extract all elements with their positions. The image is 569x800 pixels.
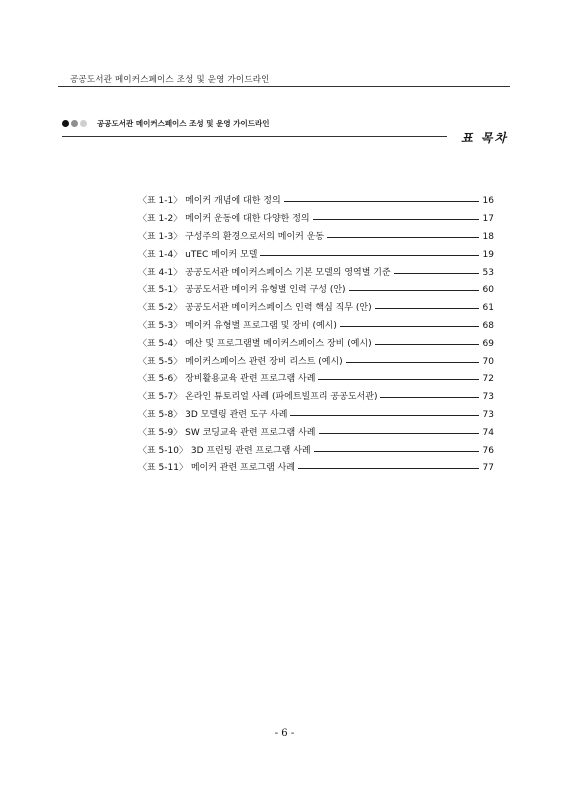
dot-icon-1 (62, 120, 69, 127)
toc-leader-line (313, 219, 479, 220)
toc-entry-page: 17 (482, 214, 494, 225)
title-divider (62, 136, 447, 137)
toc-entry-label: 〈표 5-11〉 메이커 관련 프로그램 사례 (138, 463, 296, 474)
toc-leader-line (319, 433, 480, 434)
toc-leader-line (394, 273, 479, 274)
toc-entry-page: 60 (482, 285, 494, 296)
toc-entry[interactable] (138, 264, 494, 282)
toc-entry-label: 〈표 5-3〉 메이커 유형별 프로그램 및 장비 (예시) (138, 320, 337, 331)
toc-entry[interactable] (138, 246, 494, 264)
toc-leader-line (260, 255, 479, 256)
toc-entry[interactable] (138, 229, 494, 247)
toc-leader-line (375, 308, 479, 309)
dot-icon-2 (71, 120, 78, 127)
toc-entry[interactable] (138, 300, 494, 318)
toc-entry-page: 68 (482, 320, 494, 331)
toc-leader-line (298, 468, 479, 469)
toc-entry-page: 77 (482, 463, 494, 474)
toc-entry-page: 74 (482, 427, 494, 438)
toc-leader-line (290, 415, 479, 416)
section-header-label: 공공도서관 메이커스페이스 조성 및 운영 가이드라인 (97, 119, 270, 128)
toc-entry-label: 〈표 5-6〉 장비활용교육 관련 프로그램 사례 (138, 374, 316, 385)
toc-leader-line (314, 451, 479, 452)
page-number: - 6 - (274, 728, 295, 739)
toc-entry-page: 70 (482, 356, 494, 367)
toc-entry-page: 18 (482, 231, 494, 242)
toc-leader-line (346, 362, 479, 363)
section-header (62, 118, 269, 129)
toc-entry-page: 73 (482, 409, 494, 420)
toc-entry[interactable] (138, 424, 494, 442)
toc-entry-label: 〈표 5-8〉 3D 모델링 관련 도구 사례 (138, 409, 288, 420)
toc-entry[interactable] (138, 371, 494, 389)
toc-entry-label: 〈표 1-2〉 메이커 운동에 대한 다양한 정의 (138, 214, 310, 225)
toc-entry-label: 〈표 5-10〉 3D 프린팅 관련 프로그램 사례 (138, 445, 311, 456)
toc-entry[interactable] (138, 442, 494, 460)
toc-entry[interactable] (138, 389, 494, 407)
toc-entry[interactable] (138, 353, 494, 371)
toc-entry-label: 〈표 5-2〉 공공도서관 메이커스페이스 인력 핵심 직무 (안) (138, 303, 372, 314)
toc-leader-line (318, 379, 479, 380)
toc-entry-label: 〈표 1-4〉 uTEC 메이커 모델 (138, 249, 258, 260)
toc-entry[interactable] (138, 318, 494, 336)
toc-leader-line (380, 397, 479, 398)
header-divider (58, 86, 510, 87)
toc-entry-page: 53 (482, 267, 494, 278)
toc-entry-page: 72 (482, 374, 494, 385)
toc-leader-line (340, 326, 479, 327)
toc-leader-line (327, 237, 479, 238)
toc-entry-label: 〈표 5-4〉 예산 및 프로그램별 메이커스페이스 장비 (예시) (138, 338, 372, 349)
dot-icon-3 (80, 120, 87, 127)
toc-entry-page: 69 (482, 338, 494, 349)
toc-entry-page: 16 (482, 196, 494, 207)
toc-entry-label: 〈표 5-1〉 공공도서관 메이커 유형별 인력 구성 (안) (138, 285, 346, 296)
toc-entry-label: 〈표 4-1〉 공공도서관 메이커스페이스 기본 모델의 영역별 기준 (138, 267, 391, 278)
toc-entry-page: 73 (482, 392, 494, 403)
toc-entry[interactable] (138, 193, 494, 211)
toc-entry[interactable] (138, 460, 494, 478)
toc-leader-line (284, 201, 479, 202)
page-title: 표 목차 (461, 131, 508, 145)
toc-entry-label: 〈표 5-5〉 메이커스페이스 관련 장비 리스트 (예시) (138, 356, 343, 367)
toc-entry-page: 61 (482, 303, 494, 314)
toc-entry-label: 〈표 1-3〉 구성주의 환경으로서의 메이커 운동 (138, 231, 325, 242)
toc-entry-label: 〈표 5-7〉 온라인 튜토리얼 사례 (파에트빌프리 공공도서관) (138, 392, 378, 403)
toc-entry-page: 19 (482, 249, 494, 260)
toc-leader-line (375, 344, 479, 345)
toc-leader-line (349, 290, 479, 291)
running-header: 공공도서관 메이커스페이스 조성 및 운영 가이드라인 (70, 75, 270, 85)
toc-entry[interactable] (138, 282, 494, 300)
toc-entry-label: 〈표 1-1〉 메이커 개념에 대한 정의 (138, 196, 281, 207)
table-of-contents (138, 193, 494, 478)
toc-entry[interactable] (138, 407, 494, 425)
toc-entry-label: 〈표 5-9〉 SW 코딩교육 관련 프로그램 사례 (138, 427, 316, 438)
toc-entry[interactable] (138, 335, 494, 353)
toc-entry[interactable] (138, 211, 494, 229)
toc-entry-page: 76 (482, 445, 494, 456)
